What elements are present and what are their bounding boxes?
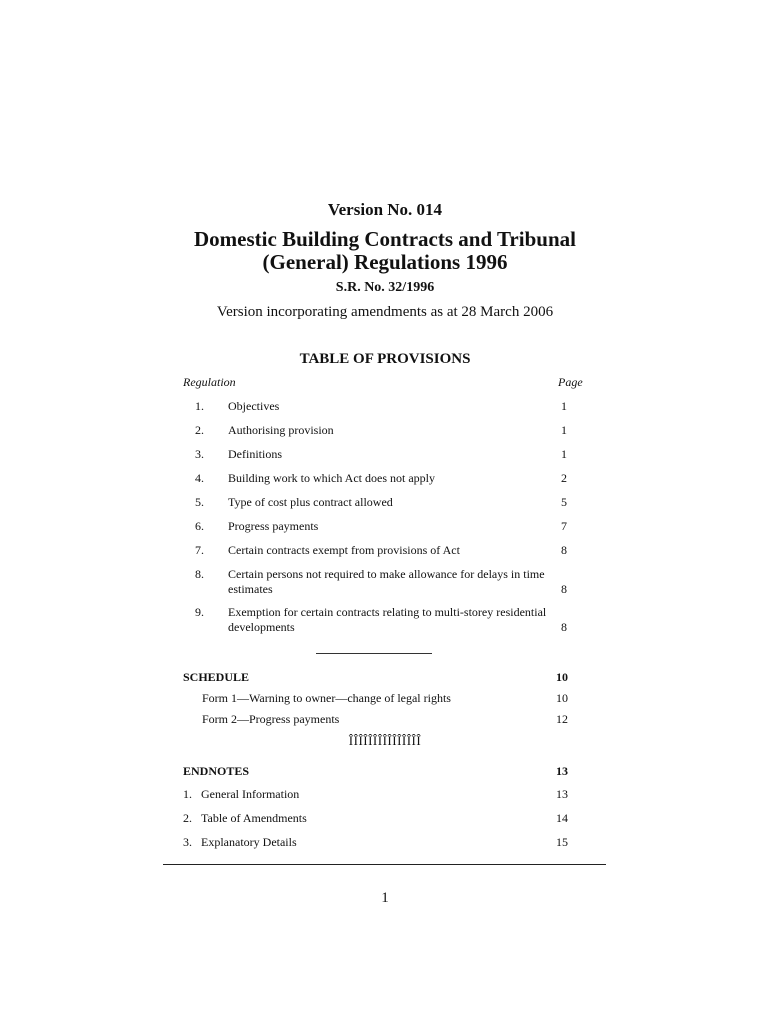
toc-row-number: 2. <box>195 423 204 437</box>
endnotes-heading[interactable] <box>183 764 583 779</box>
toc-row-page: 8 <box>561 543 567 557</box>
toc-row-title[interactable]: Definitions <box>228 447 282 461</box>
column-header-regulation: Regulation <box>183 375 236 389</box>
sr-number: S.R. No. 32/1996 <box>335 280 435 295</box>
toc-row-page: 7 <box>561 519 567 533</box>
toc-row[interactable] <box>183 543 583 558</box>
toc-row-number: 1. <box>195 399 204 413</box>
toc-row[interactable] <box>183 399 583 414</box>
toc-row-number: 6. <box>195 519 204 533</box>
toc-row-title[interactable]: Progress payments <box>228 519 319 533</box>
schedule-heading[interactable] <box>183 670 583 685</box>
endnote-page: 15 <box>556 835 568 849</box>
toc-row[interactable] <box>183 423 583 438</box>
toc-row-title[interactable]: Authorising provision <box>228 423 334 437</box>
version-number: Version No. 014 <box>327 200 443 219</box>
schedule-label[interactable]: SCHEDULE <box>183 670 250 684</box>
toc-row-title[interactable]: Type of cost plus contract allowed <box>228 495 393 509</box>
toc-row-number: 3. <box>195 447 204 461</box>
section-divider <box>316 653 432 654</box>
endnote-number: 2. <box>183 811 192 825</box>
endnote-title[interactable]: Explanatory Details <box>201 835 297 849</box>
toc-row-page: 1 <box>561 447 567 461</box>
document-title <box>160 228 610 274</box>
column-header-page: Page <box>558 375 583 389</box>
page-number: 1 <box>381 890 389 906</box>
toc-row-number: 4. <box>195 471 204 485</box>
toc-row-page: 2 <box>561 471 567 485</box>
toc-row-page: 8 <box>561 582 567 596</box>
version-incorporating-note: Version incorporating amendments as at 28 March 2006 <box>216 304 554 320</box>
endnote-number: 1. <box>183 787 192 801</box>
schedule-item-page: 12 <box>556 712 568 726</box>
toc-row[interactable] <box>183 471 583 486</box>
toc-row-number: 8. <box>195 567 204 581</box>
toc-row-number: 9. <box>195 605 204 619</box>
toc-row-page: 8 <box>561 620 567 634</box>
endnote-page: 13 <box>556 787 568 801</box>
separator-glyphs: ÎÎÎÎÎÎÎÎÎÎÎÎÎÎÎ <box>348 733 422 748</box>
toc-row-page: 1 <box>561 423 567 437</box>
schedule-item-title[interactable]: Form 1—Warning to owner—change of legal rights <box>202 691 451 705</box>
toc-row[interactable] <box>183 495 583 510</box>
title-line-2: (General) Regulations 1996 <box>262 250 508 274</box>
title-line-1: Domestic Building Contracts and Tribunal <box>194 227 576 251</box>
endnote-page: 14 <box>556 811 568 825</box>
toc-row-title[interactable]: Certain persons not required to make allowance for delays in time estimates <box>228 567 545 596</box>
schedule-item-title[interactable]: Form 2—Progress payments <box>202 712 340 726</box>
endnotes-page: 13 <box>556 764 568 778</box>
toc-row[interactable] <box>183 605 583 635</box>
schedule-page: 10 <box>556 670 568 684</box>
toc-row-title[interactable]: Exemption for certain contracts relating to multi-storey residential developments <box>228 605 547 634</box>
toc-row[interactable] <box>183 519 583 534</box>
toc-row[interactable] <box>183 447 583 462</box>
schedule-item-page: 10 <box>556 691 568 705</box>
toc-row-page: 1 <box>561 399 567 413</box>
endnote-title[interactable]: General Information <box>201 787 300 801</box>
toc-row-title[interactable]: Objectives <box>228 399 280 413</box>
toc-heading: TABLE OF PROVISIONS <box>299 351 471 367</box>
toc-row[interactable] <box>183 567 583 597</box>
endnote-number: 3. <box>183 835 192 849</box>
toc-row-number: 7. <box>195 543 204 557</box>
toc-row-title[interactable]: Certain contracts exempt from provisions of Act <box>228 543 460 557</box>
toc-row-number: 5. <box>195 495 204 509</box>
footer-rule <box>163 864 606 865</box>
toc-row-page: 5 <box>561 495 567 509</box>
endnote-title[interactable]: Table of Amendments <box>201 811 307 825</box>
toc-row-title[interactable]: Building work to which Act does not apply <box>228 471 435 485</box>
endnotes-label[interactable]: ENDNOTES <box>183 764 250 778</box>
